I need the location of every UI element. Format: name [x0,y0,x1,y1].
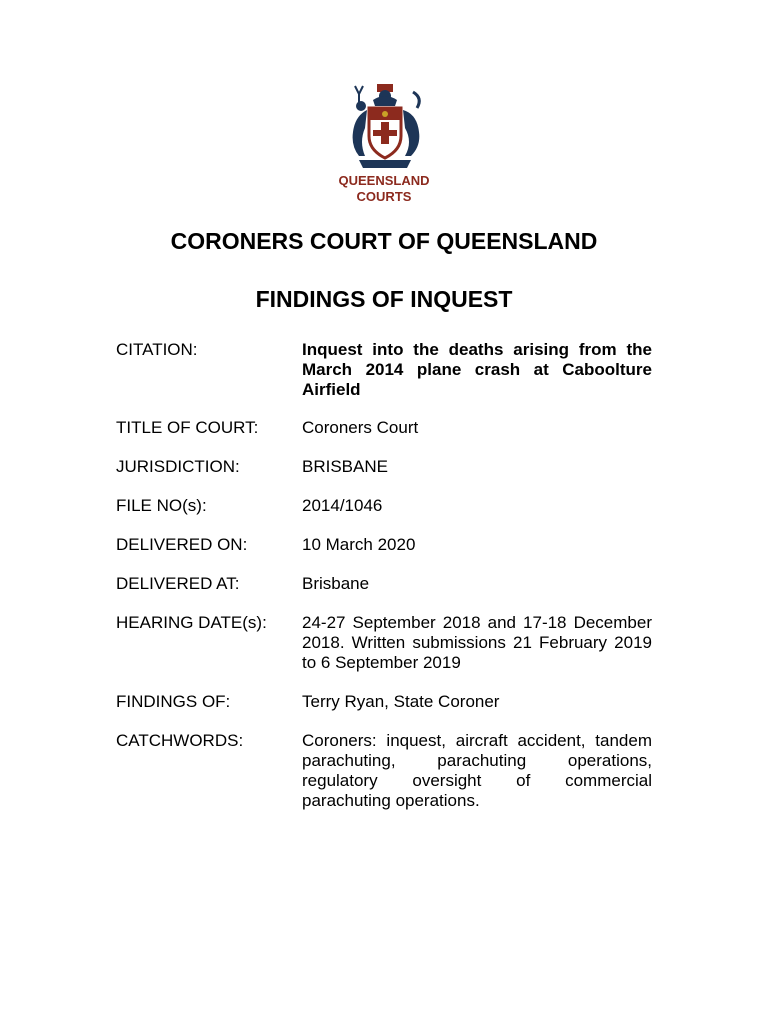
field-label: CATCHWORDS: [116,731,244,750]
logo-text-courts: COURTS [356,189,412,204]
field-label: JURISDICTION: [116,457,240,476]
court-heading: CORONERS COURT OF QUEENSLAND [170,228,598,254]
field-value: 10 March 2020 [302,535,416,554]
field-label: DELIVERED ON: [116,535,248,554]
field-label: DELIVERED AT: [116,574,240,593]
field-value: Coroners: inquest, aircraft accident, tandem parachuting, parachuting operations, regulatory oversight of commercial parachuting operations. [302,731,652,810]
field-value: Inquest into the deaths arising from the March 2014 plane crash at Caboolture Airfield [302,340,652,399]
field-label: TITLE OF COURT: [116,418,259,437]
field-label: CITATION: [116,340,198,359]
document-heading: FINDINGS OF INQUEST [255,286,513,312]
field-value: 2014/1046 [302,496,383,515]
field-label: FINDINGS OF: [116,692,231,711]
queensland-courts-crest-icon [337,80,433,176]
logo-text-queensland: QUEENSLAND [338,173,430,188]
field-label: FILE NO(s): [116,496,207,515]
field-value: Coroners Court [302,418,419,437]
field-value: BRISBANE [302,457,388,476]
field-label: HEARING DATE(s): [116,613,267,632]
field-value: Terry Ryan, State Coroner [302,692,500,711]
field-value: 24-27 September 2018 and 17-18 December 2018. Written submissions 21 February 2019 to 6 September 2019 [302,613,652,672]
field-value: Brisbane [302,574,370,593]
